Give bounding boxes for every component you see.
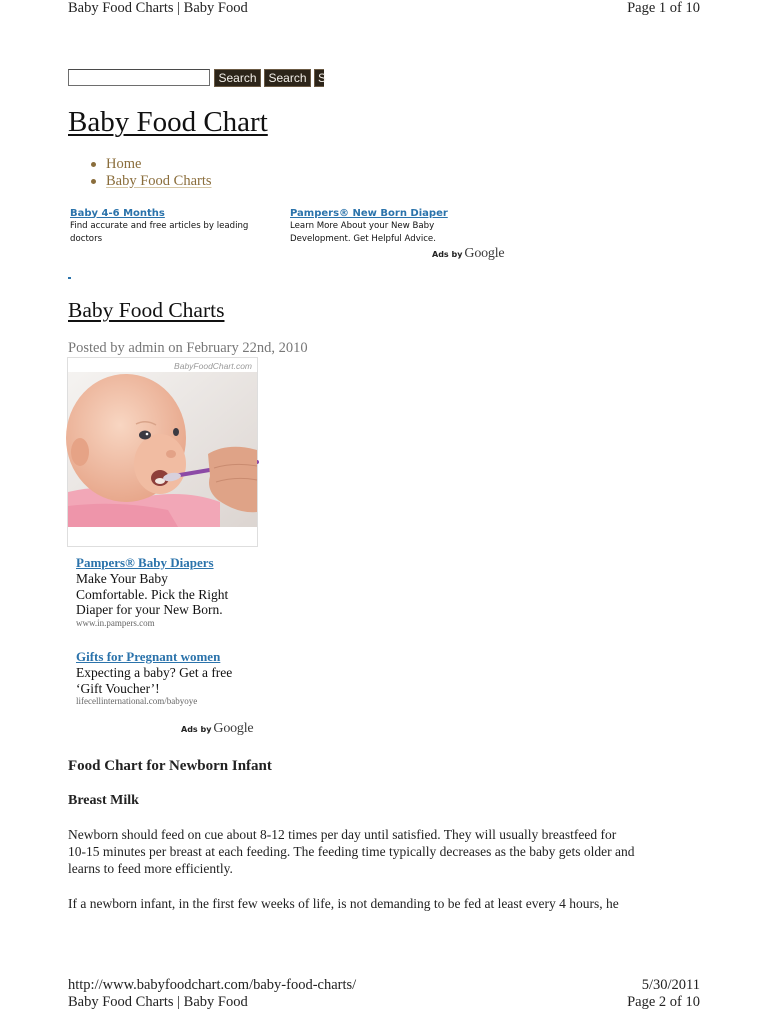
post-image: [67, 357, 258, 547]
search-button-clipped[interactable]: S: [314, 69, 324, 87]
ad-display-url: www.in.pampers.com: [76, 617, 155, 628]
print-footer-title: Baby Food Charts | Baby Food: [68, 993, 248, 1010]
section-heading: Food Chart for Newborn Infant: [68, 758, 272, 774]
search-button-secondary[interactable]: Search: [264, 69, 311, 87]
ads-by-label: Ads by: [432, 250, 463, 259]
ad-text: Expecting a baby? Get a free: [76, 665, 233, 680]
print-footer-url: http://www.babyfoodchart.com/baby-food-charts/: [68, 976, 357, 993]
print-header-page-number: Page 1 of 10: [627, 0, 700, 16]
bullet-icon: [91, 179, 96, 184]
ad-text: Make Your Baby: [76, 571, 168, 586]
nav-item-home[interactable]: Home: [106, 155, 142, 172]
google-logo: Google: [464, 246, 505, 261]
ad-text: Learn More About your New Baby: [290, 220, 435, 231]
google-logo: Google: [213, 721, 254, 736]
paragraph-line: If a newborn infant, in the first few weeks of life, is not demanding to be fed at least every 4 hours, he: [68, 895, 619, 911]
paragraph-line: learns to feed more efficiently.: [68, 860, 233, 876]
ad-block[interactable]: [70, 207, 275, 246]
post-meta: Posted by admin on February 22nd, 2010: [68, 339, 308, 356]
ad-text: Find accurate and free articles by leading: [70, 220, 249, 231]
ad-text: Comfortable. Pick the Right: [76, 586, 229, 602]
ad-block[interactable]: [290, 207, 495, 246]
ad-text: Development. Get Helpful Advice.: [290, 233, 436, 244]
ad-text: ‘Gift Voucher’!: [76, 680, 160, 696]
paragraph: [68, 826, 635, 877]
ad-title[interactable]: Pampers® Baby Diapers: [76, 555, 214, 570]
ads-by-label: Ads by: [181, 725, 212, 734]
bullet-icon: [91, 162, 96, 167]
ad-display-url: lifecellinternational.com/babyoye: [76, 696, 198, 706]
ads-by-google-link[interactable]: [181, 721, 253, 737]
paragraph: [68, 895, 619, 912]
image-watermark: BabyFoodChart.com: [174, 361, 252, 371]
baby-eating-photo: [68, 372, 257, 527]
link-marker[interactable]: [68, 277, 71, 279]
site-title[interactable]: Baby Food Chart: [68, 106, 268, 138]
search-input[interactable]: [68, 69, 210, 86]
post-title[interactable]: Baby Food Charts: [68, 298, 225, 322]
print-footer-date: 5/30/2011: [641, 976, 700, 993]
paragraph-line: 10-15 minutes per breast at each feeding. The feeding time typically decreases as the baby gets older and: [68, 843, 635, 859]
search-form: [68, 69, 327, 87]
ad-title[interactable]: Pampers® New Born Diaper: [290, 207, 448, 219]
ad-title[interactable]: Gifts for Pregnant women: [76, 649, 221, 664]
side-ad-block[interactable]: [76, 649, 256, 706]
subheading: Breast Milk: [68, 792, 139, 808]
ads-by-google-link[interactable]: [432, 246, 504, 262]
ad-text: Diaper for your New Born.: [76, 602, 223, 617]
paragraph-line: Newborn should feed on cue about 8-12 times per day until satisfied. They will usually breastfeed for: [68, 826, 617, 842]
search-button[interactable]: Search: [214, 69, 261, 87]
ad-title[interactable]: Baby 4-6 Months: [70, 207, 165, 219]
nav-item-baby-food-charts[interactable]: Baby Food Charts: [106, 172, 212, 189]
side-ad-block[interactable]: [76, 555, 256, 628]
ad-text: doctors: [70, 233, 103, 244]
print-header-title: Baby Food Charts | Baby Food: [68, 0, 248, 16]
print-footer-page-number: Page 2 of 10: [627, 993, 700, 1010]
